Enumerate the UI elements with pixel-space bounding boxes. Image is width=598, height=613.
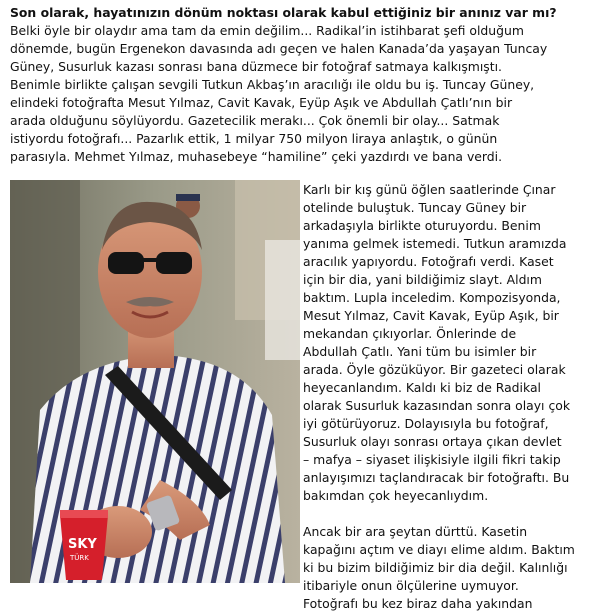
side-line: iyi götürüyoruz. Dolayısıyla bu fotoğraf, xyxy=(303,416,549,431)
side-line: Karlı bir kış günü öğlen saatlerinde Çınar xyxy=(303,182,556,197)
side-paragraph-1 xyxy=(303,181,595,505)
intro-line: Güney, Susurluk kazası sonrası bana düzmece bir fotoğraf satmaya kalkışmıştı. xyxy=(10,59,502,74)
side-line: mekandan çıkıyorlar. Önlerinde de xyxy=(303,326,517,341)
intro-line: Belki öyle bir olaydır ama tam da emin değilim... Radikal’in istihbarat şefi olduğum xyxy=(10,23,524,38)
side-line: kapağını açtım ve diayı elime aldım. Baktım xyxy=(303,542,575,557)
side-line: otelinde buluştuk. Tuncay Güney bir xyxy=(303,200,527,215)
side-line: Ancak bir ara şeytan dürttü. Kasetin xyxy=(303,524,528,539)
intro-line: arada olduğunu söylüyordu. Gazetecilik merakı... Çok önemli bir olay... Satmak xyxy=(10,113,500,128)
side-line: heyecanlandım. Kaldı ki biz de Radikal xyxy=(303,380,541,395)
side-paragraph-2 xyxy=(303,523,595,613)
side-line: ki bu bizim bildiğimiz bir dia değil. Kalınlığı xyxy=(303,560,568,575)
side-line: itibariyle onun ölçülerine uymuyor. xyxy=(303,578,519,593)
intro-line: dönemde, bugün Ergenekon davasında adı geçen ve halen Kanada’da yaşayan Tuncay xyxy=(10,41,548,56)
article xyxy=(10,4,590,166)
intro-line: istiyordu fotoğrafı... Pazarlık ettik, 1 milyar 750 milyon liraya anlaştık, o günün xyxy=(10,131,498,146)
side-line: Fotoğrafı bu kez biraz daha yakından xyxy=(303,596,533,611)
side-line: arkadaşıyla birlikte oturuyordu. Benim xyxy=(303,218,541,233)
side-column xyxy=(303,181,595,613)
side-line: Susurluk olayı sonrası ortaya çıkan devlet xyxy=(303,434,562,449)
intro-line: Benimle birlikte çalışan sevgili Tutkun Akbaş’ın aracılığı ile oldu bu iş. Tuncay Güney, xyxy=(10,77,535,92)
side-line: yanıma gelmek istemedi. Tutkun aramızda xyxy=(303,236,567,251)
side-line: Abdullah Çatlı. Yani tüm bu isimler bir xyxy=(303,344,537,359)
side-line: arada. Öyle gözüküyor. Bir gazeteci olarak xyxy=(303,362,566,377)
intro-paragraph xyxy=(10,22,590,166)
side-line: anlayışımızı taçlandıracak bir fotoğraftı. Bu xyxy=(303,470,570,485)
intro-line: elindeki fotoğrafta Mesut Yılmaz, Cavit Kavak, Eyüp Aşık ve Abdullah Çatlı’nın bir xyxy=(10,95,513,110)
side-line: olarak Susurluk kazasından sonra olayı çok xyxy=(303,398,571,413)
side-line: Mesut Yılmaz, Cavit Kavak, Eyüp Aşık, bir xyxy=(303,308,559,323)
intro-line: parasıyla. Mehmet Yılmaz, muhasebeye “hamiline” çeki yazdırdı ve bana verdi. xyxy=(10,149,503,164)
side-line: için bir dia, yani bildiğimiz slayt. Aldım xyxy=(303,272,542,287)
cup-logo: SKY xyxy=(68,537,97,552)
cup-logo-sub: TÜRK xyxy=(70,554,89,562)
question-heading: Son olarak, hayatınızın dönüm noktası olarak kabul ettiğiniz bir anınız var mı? xyxy=(10,5,557,20)
side-line: baktım. Lupla inceledim. Kompozisyonda, xyxy=(303,290,561,305)
side-line: – mafya – siyaset ilişkisiyle ilgili fikri takip xyxy=(303,452,561,467)
side-line: aracılık yapıyordu. Fotoğrafı verdi. Kaset xyxy=(303,254,554,269)
portrait-photo xyxy=(10,180,300,583)
side-line: bakımdan çok heyecanlıydım. xyxy=(303,488,489,503)
portrait-illustration xyxy=(10,180,300,583)
